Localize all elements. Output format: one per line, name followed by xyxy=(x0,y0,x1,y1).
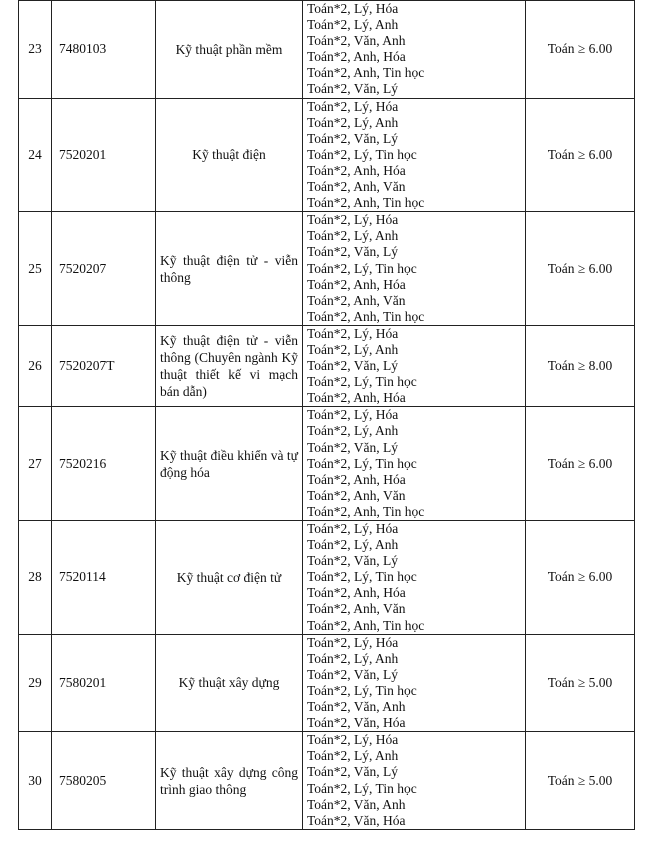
subject-combinations xyxy=(303,732,526,830)
row-number: 27 xyxy=(19,407,52,521)
subject-combination: Toán*2, Văn, Lý xyxy=(307,666,399,682)
subject-combination: Toán*2, Lý, Tin học xyxy=(307,455,417,471)
subject-combination: Toán*2, Lý, Tin học xyxy=(307,374,417,390)
subject-combination: Toán*2, Lý, Hóa xyxy=(307,407,399,423)
major-code: 7580201 xyxy=(52,634,156,732)
subject-combination: Toán*2, Văn, Hóa xyxy=(307,812,406,828)
row-number: 26 xyxy=(19,325,52,406)
subject-combination: Toán*2, Lý, Tin học xyxy=(307,260,417,276)
subject-combinations xyxy=(303,325,526,406)
table-body xyxy=(19,1,635,830)
subject-combination: Toán*2, Văn, Hóa xyxy=(307,715,406,731)
row-number: 25 xyxy=(19,212,52,326)
subject-combination: Toán*2, Lý, Anh xyxy=(307,17,399,33)
subject-combination: Toán*2, Anh, Hóa xyxy=(307,276,406,292)
subject-combination: Toán*2, Lý, Hóa xyxy=(307,634,399,650)
math-condition: Toán ≥ 6.00 xyxy=(526,521,635,635)
subject-combinations xyxy=(303,634,526,732)
subject-combination: Toán*2, Văn, Lý xyxy=(307,439,399,455)
table-row xyxy=(19,407,635,521)
major-name: Kỹ thuật xây dựng xyxy=(156,634,303,732)
math-condition: Toán ≥ 6.00 xyxy=(526,98,635,212)
subject-combination: Toán*2, Anh, Tin học xyxy=(307,308,425,324)
major-code: 7520201 xyxy=(52,98,156,212)
table-row xyxy=(19,634,635,732)
subject-combination: Toán*2, Văn, Anh xyxy=(307,699,406,715)
subject-combinations xyxy=(303,98,526,212)
subject-combinations xyxy=(303,521,526,635)
math-condition: Toán ≥ 8.00 xyxy=(526,325,635,406)
major-name: Kỹ thuật điện tử - viễn thông (Chuyên ngành Kỹ thuật thiết kế vi mạch bán dẫn) xyxy=(156,325,303,406)
table-row xyxy=(19,325,635,406)
major-code: 7580205 xyxy=(52,732,156,830)
major-code: 7520207 xyxy=(52,212,156,326)
row-number: 23 xyxy=(19,1,52,99)
subject-combination: Toán*2, Lý, Anh xyxy=(307,650,399,666)
subject-combination: Toán*2, Lý, Hóa xyxy=(307,325,399,341)
subject-combination: Toán*2, Lý, Hóa xyxy=(307,212,399,228)
subject-combination: Toán*2, Anh, Tin học xyxy=(307,503,425,519)
major-name: Kỹ thuật điện tử - viễn thông xyxy=(156,212,303,326)
subject-combination: Toán*2, Lý, Tin học xyxy=(307,569,417,585)
subject-combination: Toán*2, Lý, Tin học xyxy=(307,780,417,796)
subject-combination: Toán*2, Anh, Tin học xyxy=(307,617,425,633)
subject-combination: Toán*2, Lý, Anh xyxy=(307,341,399,357)
subject-combination: Toán*2, Văn, Lý xyxy=(307,244,399,260)
row-number: 24 xyxy=(19,98,52,212)
subject-combination: Toán*2, Anh, Hóa xyxy=(307,162,406,178)
major-code: 7480103 xyxy=(52,1,156,99)
subject-combination: Toán*2, Lý, Hóa xyxy=(307,1,399,16)
subject-combinations xyxy=(303,212,526,326)
table-row xyxy=(19,212,635,326)
subject-combination: Toán*2, Lý, Hóa xyxy=(307,732,399,748)
table-row xyxy=(19,732,635,830)
subject-combination: Toán*2, Anh, Hóa xyxy=(307,585,406,601)
subject-combination: Toán*2, Lý, Tin học xyxy=(307,146,417,162)
major-code: 7520216 xyxy=(52,407,156,521)
subject-combination: Toán*2, Anh, Văn xyxy=(307,601,406,617)
subject-combination: Toán*2, Văn, Lý xyxy=(307,130,399,146)
subject-combination: Toán*2, Lý, Hóa xyxy=(307,98,399,114)
major-code: 7520207T xyxy=(52,325,156,406)
subject-combination: Toán*2, Văn, Lý xyxy=(307,358,399,374)
subject-combination: Toán*2, Văn, Lý xyxy=(307,553,399,569)
subject-combination: Toán*2, Anh, Tin học xyxy=(307,65,425,81)
subject-combinations xyxy=(303,1,526,99)
table-row xyxy=(19,98,635,212)
math-condition: Toán ≥ 6.00 xyxy=(526,212,635,326)
major-name: Kỹ thuật điều khiển và tự động hóa xyxy=(156,407,303,521)
subject-combination: Toán*2, Văn, Lý xyxy=(307,764,399,780)
subject-combination: Toán*2, Văn, Anh xyxy=(307,796,406,812)
subject-combination: Toán*2, Lý, Hóa xyxy=(307,521,399,536)
math-condition: Toán ≥ 6.00 xyxy=(526,1,635,99)
major-name: Kỹ thuật phần mềm xyxy=(156,1,303,99)
subject-combination: Toán*2, Anh, Hóa xyxy=(307,471,406,487)
subject-combination: Toán*2, Anh, Hóa xyxy=(307,390,406,406)
subject-combination: Toán*2, Văn, Lý xyxy=(307,81,399,97)
row-number: 28 xyxy=(19,521,52,635)
subject-combination: Toán*2, Anh, Hóa xyxy=(307,49,406,65)
major-code: 7520114 xyxy=(52,521,156,635)
major-name: Kỹ thuật xây dựng công trình giao thông xyxy=(156,732,303,830)
math-condition: Toán ≥ 5.00 xyxy=(526,634,635,732)
table-row xyxy=(19,521,635,635)
subject-combinations xyxy=(303,407,526,521)
subject-combination: Toán*2, Lý, Anh xyxy=(307,748,399,764)
subject-combination: Toán*2, Lý, Tin học xyxy=(307,682,417,698)
table-row xyxy=(19,1,635,99)
row-number: 29 xyxy=(19,634,52,732)
subject-combination: Toán*2, Lý, Anh xyxy=(307,537,399,553)
math-condition: Toán ≥ 6.00 xyxy=(526,407,635,521)
subject-combination: Toán*2, Lý, Anh xyxy=(307,423,399,439)
subject-combination: Toán*2, Anh, Văn xyxy=(307,179,406,195)
subject-combination: Toán*2, Lý, Anh xyxy=(307,114,399,130)
subject-combination: Toán*2, Văn, Anh xyxy=(307,33,406,49)
major-name: Kỹ thuật điện xyxy=(156,98,303,212)
subject-combination: Toán*2, Anh, Tin học xyxy=(307,195,425,211)
subject-combination: Toán*2, Anh, Văn xyxy=(307,292,406,308)
subject-combination: Toán*2, Anh, Văn xyxy=(307,487,406,503)
row-number: 30 xyxy=(19,732,52,830)
math-condition: Toán ≥ 5.00 xyxy=(526,732,635,830)
admission-table xyxy=(18,0,635,830)
major-name: Kỹ thuật cơ điện tử xyxy=(156,521,303,635)
subject-combination: Toán*2, Lý, Anh xyxy=(307,228,399,244)
